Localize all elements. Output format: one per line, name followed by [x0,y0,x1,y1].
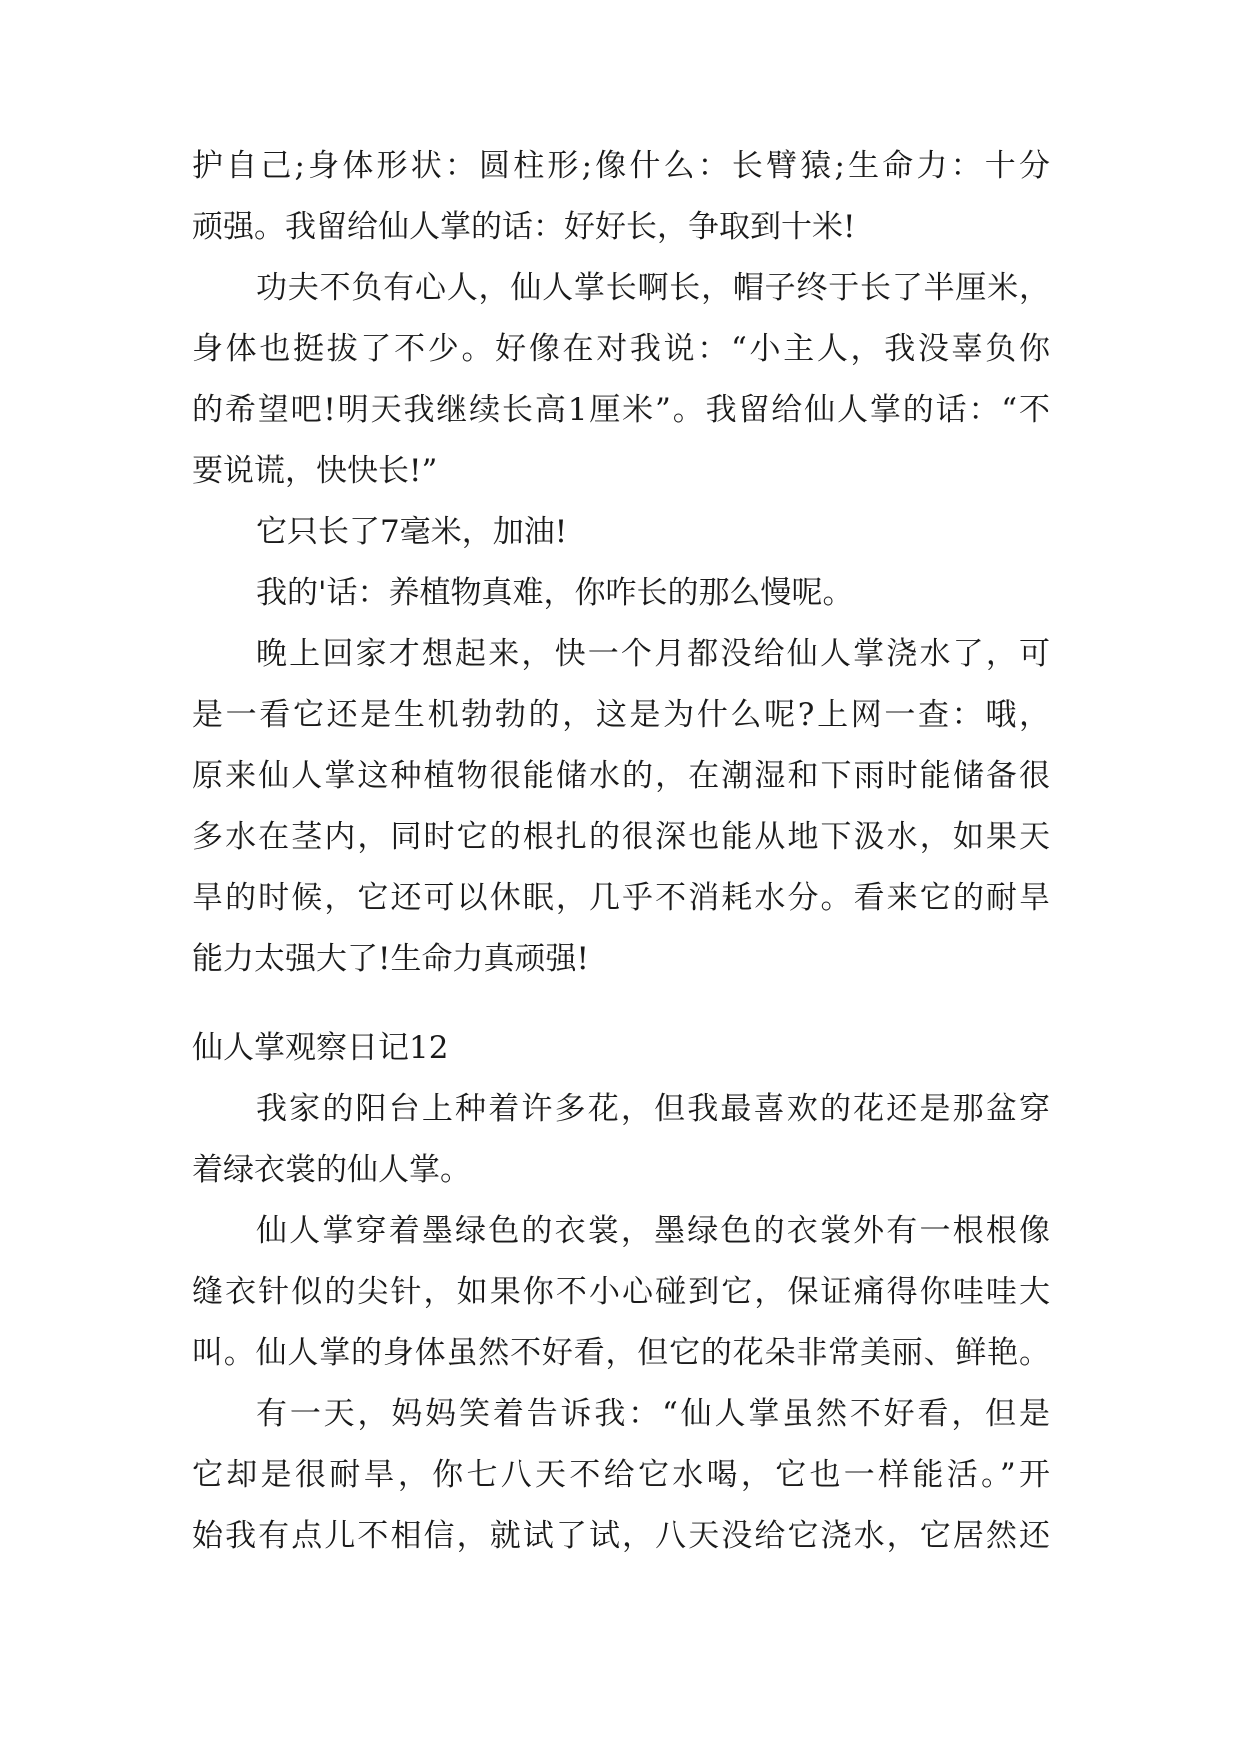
text-line: 身体也挺拔了不少。好像在对我说：“小主人，我没辜负你 [192,331,1050,367]
text-line: 缝衣针似的尖针，如果你不小心碰到它，保证痛得你哇哇大 [192,1274,1050,1310]
text-line: 是一看它还是生机勃勃的，这是为什么呢?上网一查：哦， [192,697,1050,733]
text-line: 始我有点儿不相信，就试了试，八天没给它浇水，它居然还 [192,1518,1050,1554]
text-line: 它却是很耐旱，你七八天不给它水喝，它也一样能活。”开 [192,1457,1050,1493]
text-line: 晚上回家才想起来，快一个月都没给仙人掌浇水了，可 [256,636,1050,672]
text-line: 我家的阳台上种着许多花，但我最喜欢的花还是那盆穿 [256,1091,1050,1127]
text-line: 我的'话：养植物真难，你咋长的那么慢呢。 [256,575,854,611]
text-line: 它只长了7毫米，加油! [256,514,568,550]
section-2-text [192,1018,1050,1567]
text-line: 多水在茎内，同时它的根扎的很深也能从地下汲水，如果天 [192,819,1050,855]
section-title: 仙人掌观察日记12 [192,1030,449,1066]
text-line: 的希望吧!明天我继续长高1厘米”。我留给仙人掌的话：“不 [192,392,1050,428]
text-line: 仙人掌穿着墨绿色的衣裳，墨绿色的衣裳外有一根根像 [256,1213,1050,1249]
text-line: 着绿衣裳的仙人掌。 [192,1152,471,1188]
text-line: 原来仙人掌这种植物很能储水的，在潮湿和下雨时能储备很 [192,758,1050,794]
text-line: 要说谎，快快长!” [192,453,438,489]
text-line: 叫。仙人掌的身体虽然不好看，但它的花朵非常美丽、鲜艳。 [192,1335,1050,1371]
text-line: 护自己;身体形状：圆柱形;像什么：长臂猿;生命力：十分 [192,148,1050,184]
text-line: 功夫不负有心人，仙人掌长啊长，帽子终于长了半厘米， [256,270,1050,306]
text-line: 旱的时候，它还可以休眠，几乎不消耗水分。看来它的耐旱 [192,880,1050,916]
section-1-text [192,136,1050,990]
text-line: 顽强。我留给仙人掌的话：好好长，争取到十米! [192,209,856,245]
text-line: 能力太强大了!生命力真顽强! [192,941,589,977]
text-line: 有一天，妈妈笑着告诉我：“仙人掌虽然不好看，但是 [256,1396,1050,1432]
